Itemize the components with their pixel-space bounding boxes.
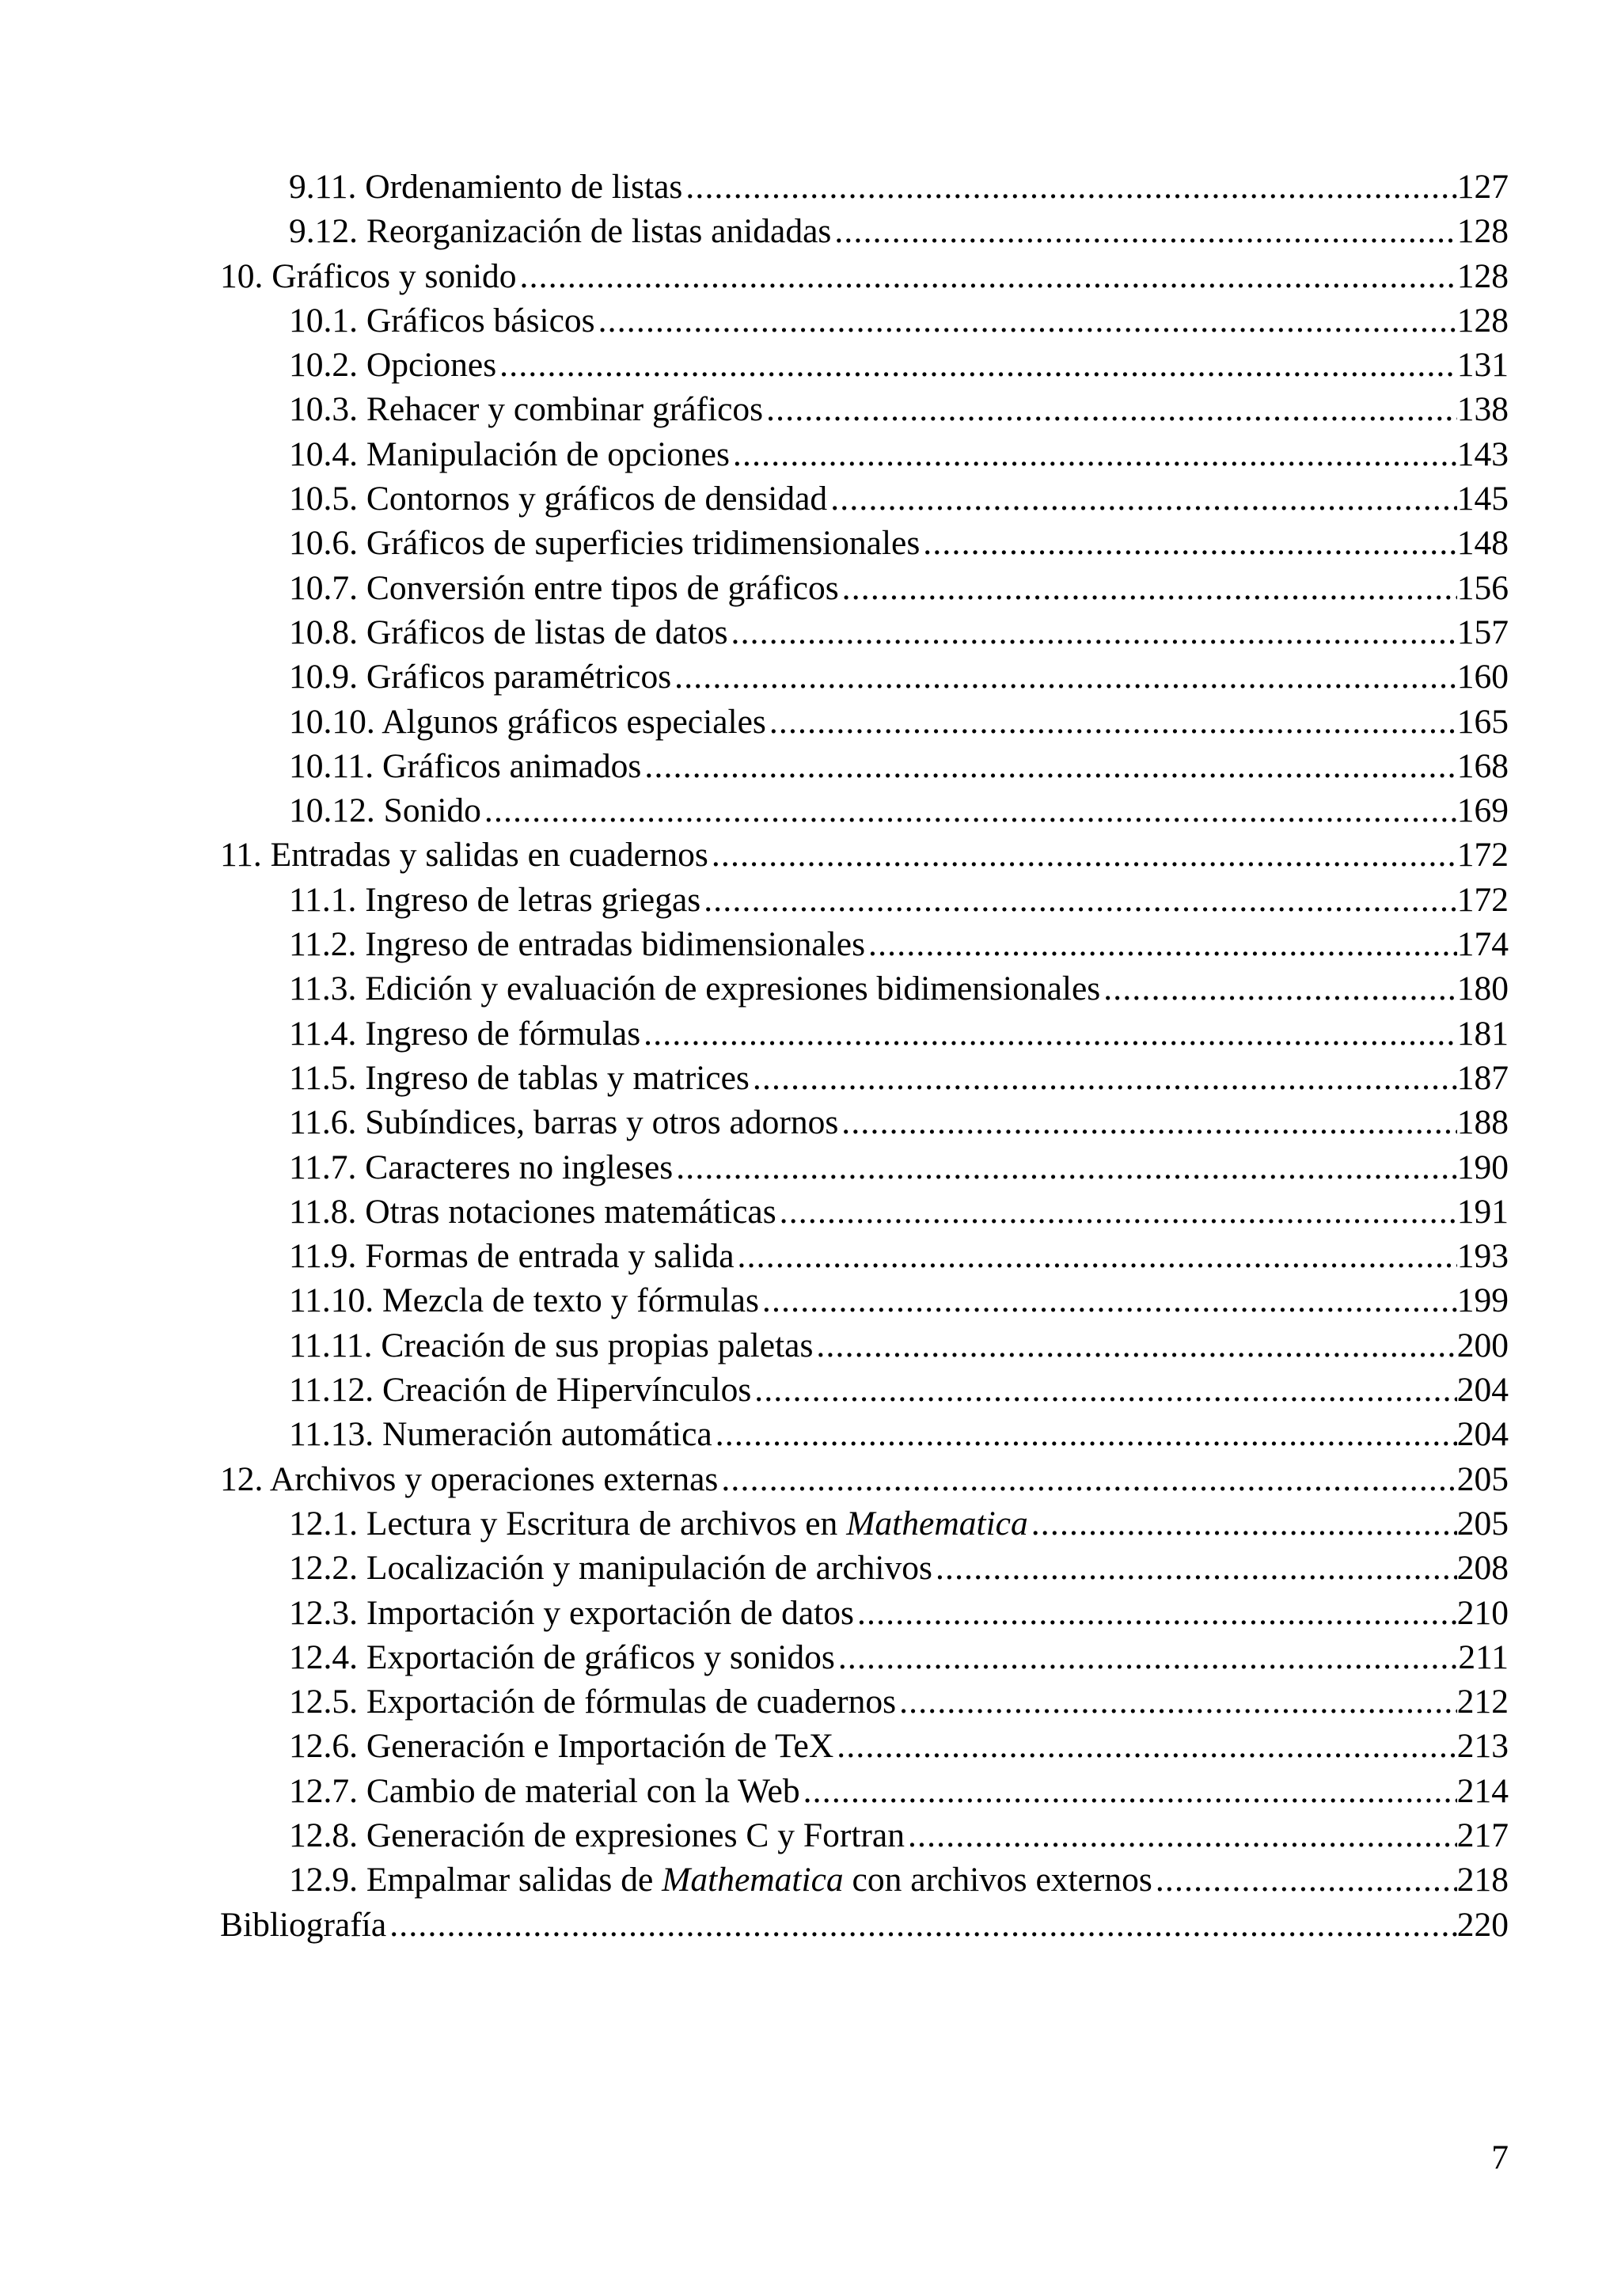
toc-entry-title: [289, 655, 671, 699]
toc-entry-page: 193: [1456, 1237, 1509, 1276]
toc-entry-title: [289, 432, 730, 476]
toc-entry-page: 172: [1456, 836, 1509, 875]
toc-entry-page: 169: [1456, 791, 1509, 830]
toc-dot-leader: [908, 1813, 1457, 1858]
toc-section-entry[interactable]: [220, 1412, 1509, 1456]
toc-dot-leader: [738, 1234, 1457, 1278]
toc-section-entry[interactable]: [220, 1368, 1509, 1412]
toc-entry-page: 205: [1456, 1504, 1509, 1543]
toc-entry-title: [220, 1457, 718, 1501]
toc-entry-title: [289, 343, 496, 387]
toc-entry-title: [289, 1635, 835, 1679]
toc-entry-page: 191: [1456, 1192, 1509, 1231]
toc-entry-title: [289, 1278, 759, 1323]
toc-dot-leader: [838, 1635, 1459, 1679]
page-number: 7: [1491, 2139, 1509, 2176]
toc-entry-page: 187: [1456, 1058, 1509, 1097]
toc-entry-page: 145: [1456, 480, 1509, 518]
toc-entry-title: [289, 1546, 932, 1590]
toc-entry-page: 218: [1456, 1861, 1509, 1899]
toc-entry-page: 131: [1456, 346, 1509, 385]
toc-section-entry[interactable]: [220, 209, 1509, 253]
toc-dot-leader: [731, 610, 1457, 655]
toc-entry-title: [289, 521, 920, 565]
toc-entry-page: 127: [1456, 168, 1509, 206]
toc-entry-title-text: 10.8. Gráficos de listas de datos: [289, 613, 728, 651]
toc-dot-leader: [803, 1769, 1457, 1813]
toc-dot-leader: [762, 1278, 1457, 1323]
toc-entry-title-text: 12.4. Exportación de gráficos y sonidos: [289, 1638, 835, 1676]
toc-entry-title-text: 10.5. Contornos y gráficos de densidad: [289, 480, 828, 518]
toc-entry-title: [289, 1769, 800, 1813]
toc-entry-title: [289, 1679, 896, 1724]
toc-entry-title-text: 11.6. Subíndices, barras y otros adornos: [289, 1103, 839, 1142]
toc-dot-leader: [899, 1679, 1457, 1724]
toc-entry-title-text: 10.9. Gráficos paramétricos: [289, 658, 672, 696]
toc-dot-leader: [716, 1412, 1457, 1456]
toc-dot-leader: [834, 209, 1456, 253]
toc-dot-leader: [499, 343, 1457, 387]
toc-section-entry[interactable]: [220, 298, 1509, 343]
toc-dot-leader: [1156, 1858, 1457, 1902]
toc-entry-title-text: 12.8. Generación de expresiones C y Fortran: [289, 1816, 905, 1854]
toc-entry-title-text: 11.5. Ingreso de tablas y matrices: [289, 1058, 750, 1097]
toc-entry-page: 143: [1456, 435, 1509, 473]
toc-dot-leader: [857, 1591, 1457, 1635]
toc-entry-title: [289, 1056, 750, 1100]
toc-entry-title-text: 12.5. Exportación de fórmulas de cuadernos: [289, 1683, 897, 1721]
toc-entry-page: 148: [1456, 524, 1509, 563]
toc-section-entry[interactable]: [220, 1679, 1509, 1724]
toc-entry-title: [220, 254, 517, 298]
toc-section-entry[interactable]: [220, 878, 1509, 922]
toc-entry-title: [289, 1724, 833, 1768]
toc-dot-leader: [644, 744, 1456, 788]
toc-entry-title: [289, 298, 595, 343]
toc-section-entry[interactable]: [220, 1546, 1509, 1590]
toc-section-entry[interactable]: [220, 655, 1509, 699]
toc-entry-page: 190: [1456, 1148, 1509, 1186]
toc-entry-title-text: 12.9. Empalmar salidas de: [289, 1861, 662, 1899]
toc-section-entry[interactable]: [220, 566, 1509, 610]
toc-dot-leader: [520, 254, 1457, 298]
toc-section-entry[interactable]: [220, 966, 1509, 1011]
toc-dot-leader: [389, 1903, 1457, 1947]
toc-entry-title-text: 10. Gráficos y sonido: [220, 256, 517, 295]
toc-entry-title: [289, 788, 481, 833]
toc-entry-title-text: 9.12. Reorganización de listas anidadas: [289, 212, 832, 251]
toc-section-entry[interactable]: [220, 1190, 1509, 1234]
toc-entry-title: [289, 1145, 673, 1190]
toc-entry-page: 128: [1456, 256, 1509, 295]
toc-entry-title: [289, 610, 728, 655]
toc-dot-leader: [868, 922, 1457, 966]
toc-entry-page: 174: [1456, 925, 1509, 964]
toc-dot-leader: [712, 833, 1457, 877]
toc-entry-page: 220: [1456, 1905, 1509, 1944]
toc-entry-title: [289, 700, 766, 744]
toc-entry-title-text: 9.11. Ordenamiento de listas: [289, 168, 683, 206]
toc-entry-page: 165: [1456, 702, 1509, 741]
toc-entry-title-text: 11.9. Formas de entrada y salida: [289, 1237, 735, 1276]
toc-section-entry[interactable]: [220, 922, 1509, 966]
toc-section-entry[interactable]: [220, 1056, 1509, 1100]
toc-entry-page: 205: [1456, 1459, 1509, 1498]
toc-entry-title: [289, 1412, 712, 1456]
toc-dot-leader: [754, 1368, 1456, 1412]
toc-dot-leader: [816, 1323, 1456, 1368]
toc-section-entry[interactable]: [220, 1234, 1509, 1278]
toc-section-entry[interactable]: [220, 387, 1509, 431]
toc-section-entry[interactable]: [220, 1769, 1509, 1813]
toc-entry-title-text: 12.2. Localización y manipulación de archivos: [289, 1549, 932, 1588]
toc-entry-title-text: 10.12. Sonido: [289, 791, 481, 830]
toc-entry-title: [289, 1100, 838, 1144]
toc-entry-page: 128: [1456, 212, 1509, 251]
toc-entry-page: 156: [1456, 568, 1509, 607]
toc-section-entry[interactable]: [220, 744, 1509, 788]
toc-section-entry[interactable]: [220, 1635, 1509, 1679]
toc-entry-title: [289, 1501, 1028, 1546]
toc-entry-title-text: 10.2. Opciones: [289, 346, 497, 385]
toc-dot-leader: [837, 1724, 1456, 1768]
toc-section-entry[interactable]: [220, 610, 1509, 655]
toc-chapter-entry[interactable]: [220, 1457, 1509, 1501]
toc-entry-title-text: 12.3. Importación y exportación de datos: [289, 1593, 854, 1632]
toc-entry-title-text: 10.7. Conversión entre tipos de gráficos: [289, 568, 839, 607]
toc-entry-page: 128: [1456, 301, 1509, 340]
toc-dot-leader: [1031, 1501, 1457, 1546]
toc-dot-leader: [923, 521, 1456, 565]
toc-entry-title-text: 12.6. Generación e Importación de TeX: [289, 1727, 834, 1766]
toc-entry-page: 172: [1456, 880, 1509, 919]
toc-entry-title-italic: Mathematica: [846, 1504, 1028, 1543]
toc-entry-title-text: 11.13. Numeración automática: [289, 1415, 712, 1454]
toc-section-entry[interactable]: [220, 788, 1509, 833]
toc-section-entry[interactable]: [220, 432, 1509, 476]
toc-entry-title-suffix: con archivos externos: [843, 1861, 1152, 1899]
toc-section-entry[interactable]: [220, 1813, 1509, 1858]
toc-dot-leader: [643, 1011, 1457, 1056]
toc-dot-leader: [841, 1100, 1456, 1144]
toc-dot-leader: [780, 1190, 1457, 1234]
toc-dot-leader: [733, 432, 1457, 476]
toc-entry-title: [289, 744, 641, 788]
toc-entry-page: 204: [1456, 1415, 1509, 1454]
toc-entry-page: 168: [1456, 746, 1509, 785]
toc-dot-leader: [842, 566, 1457, 610]
toc-dot-leader: [721, 1457, 1456, 1501]
toc-entry-title: [289, 476, 827, 521]
toc-entry-title-text: 11. Entradas y salidas en cuadernos: [220, 836, 708, 875]
toc-entry-title: [289, 1234, 735, 1278]
toc-entry-title: [289, 1011, 640, 1056]
toc-entry-title-text: 11.2. Ingreso de entradas bidimensionales: [289, 925, 866, 964]
toc-entry-title-text: 11.3. Edición y evaluación de expresiones bidimensionales: [289, 970, 1101, 1008]
toc-entry-page: 138: [1456, 390, 1509, 429]
toc-dot-leader: [830, 476, 1457, 521]
toc-entry-title-text: 12.1. Lectura y Escritura de archivos en: [289, 1504, 847, 1543]
toc-entry-title-text: 11.7. Caracteres no ingleses: [289, 1148, 674, 1186]
toc-entry-page: 212: [1456, 1683, 1509, 1721]
toc-entry-title: [289, 387, 763, 431]
toc-entry-title-text: 11.12. Creación de Hipervínculos: [289, 1371, 752, 1410]
toc-dot-leader: [769, 700, 1457, 744]
toc-section-entry[interactable]: [220, 343, 1509, 387]
toc-entry-title-text: 11.10. Mezcla de texto y fórmulas: [289, 1281, 759, 1320]
toc-section-entry[interactable]: [220, 1011, 1509, 1056]
toc-entry-title: [289, 1368, 751, 1412]
toc-entry-title: [289, 566, 839, 610]
toc-section-entry[interactable]: [220, 1591, 1509, 1635]
toc-chapter-entry[interactable]: [220, 1903, 1509, 1947]
toc-entry-title: [220, 1903, 386, 1947]
toc-entry-page: 213: [1456, 1727, 1509, 1766]
toc-entry-title-text: 10.6. Gráficos de superficies tridimensionales: [289, 524, 921, 563]
toc-section-entry[interactable]: [220, 521, 1509, 565]
toc-entry-title-italic: Mathematica: [662, 1861, 844, 1899]
toc-entry-title-text: 11.4. Ingreso de fórmulas: [289, 1014, 641, 1053]
toc-entry-title: [289, 165, 682, 209]
toc-chapter-entry[interactable]: [220, 833, 1509, 877]
toc-section-entry[interactable]: [220, 1145, 1509, 1190]
toc-section-entry[interactable]: [220, 1724, 1509, 1768]
toc-entry-title: [289, 1591, 854, 1635]
toc-entry-page: 217: [1456, 1816, 1509, 1854]
toc-entry-page: 199: [1456, 1281, 1509, 1320]
toc-section-entry[interactable]: [220, 165, 1509, 209]
toc-section-entry[interactable]: [220, 1501, 1509, 1546]
toc-entry-title: [289, 1323, 813, 1368]
toc-entry-title-text: 10.11. Gráficos animados: [289, 746, 642, 785]
toc-entry-title-text: 12.7. Cambio de material con la Web: [289, 1771, 800, 1810]
toc-entry-title-text: 11.8. Otras notaciones matemáticas: [289, 1192, 776, 1231]
toc-entry-title-text: 12. Archivos y operaciones externas: [220, 1459, 719, 1498]
toc-section-entry[interactable]: [220, 1323, 1509, 1368]
toc-entry-title-text: 11.11. Creación de sus propias paletas: [289, 1326, 814, 1364]
toc-dot-leader: [484, 788, 1457, 833]
toc-entry-title: [289, 1190, 776, 1234]
toc-section-entry[interactable]: [220, 1858, 1509, 1902]
toc-entry-page: 204: [1456, 1371, 1509, 1410]
toc-entry-page: 188: [1456, 1103, 1509, 1142]
toc-entry-page: 208: [1456, 1549, 1509, 1588]
table-of-contents: [220, 165, 1509, 1947]
toc-entry-page: 181: [1456, 1014, 1509, 1053]
toc-section-entry[interactable]: [220, 1100, 1509, 1144]
toc-section-entry[interactable]: [220, 700, 1509, 744]
toc-entry-page: 157: [1456, 613, 1509, 651]
toc-dot-leader: [766, 387, 1457, 431]
toc-entry-title: [289, 1858, 1152, 1902]
toc-entry-title: [289, 922, 865, 966]
toc-entry-page: 211: [1458, 1638, 1509, 1676]
toc-entry-page: 160: [1456, 658, 1509, 696]
toc-dot-leader: [1103, 966, 1457, 1011]
toc-entry-title-text: 10.3. Rehacer y combinar gráficos: [289, 390, 764, 429]
toc-dot-leader: [704, 878, 1457, 922]
toc-entry-title: [289, 966, 1100, 1011]
toc-dot-leader: [676, 1145, 1457, 1190]
toc-entry-page: 200: [1456, 1326, 1509, 1364]
toc-dot-leader: [936, 1546, 1457, 1590]
toc-entry-title-text: 10.10. Algunos gráficos especiales: [289, 702, 766, 741]
toc-entry-page: 180: [1456, 970, 1509, 1008]
toc-entry-title-text: 10.1. Gráficos básicos: [289, 301, 595, 340]
toc-chapter-entry[interactable]: [220, 254, 1509, 298]
toc-entry-title: [289, 1813, 905, 1858]
toc-dot-leader: [674, 655, 1457, 699]
toc-entry-page: 210: [1456, 1593, 1509, 1632]
toc-section-entry[interactable]: [220, 476, 1509, 521]
toc-dot-leader: [753, 1056, 1457, 1100]
toc-section-entry[interactable]: [220, 1278, 1509, 1323]
toc-entry-title: [289, 878, 700, 922]
toc-entry-title-text: 10.4. Manipulación de opciones: [289, 435, 730, 473]
toc-dot-leader: [685, 165, 1456, 209]
toc-entry-title: [289, 209, 831, 253]
toc-dot-leader: [598, 298, 1457, 343]
toc-entry-title-text: 11.1. Ingreso de letras griegas: [289, 880, 701, 919]
toc-entry-page: 214: [1456, 1771, 1509, 1810]
toc-entry-title: [220, 833, 708, 877]
toc-entry-title-text: Bibliografía: [220, 1905, 387, 1944]
